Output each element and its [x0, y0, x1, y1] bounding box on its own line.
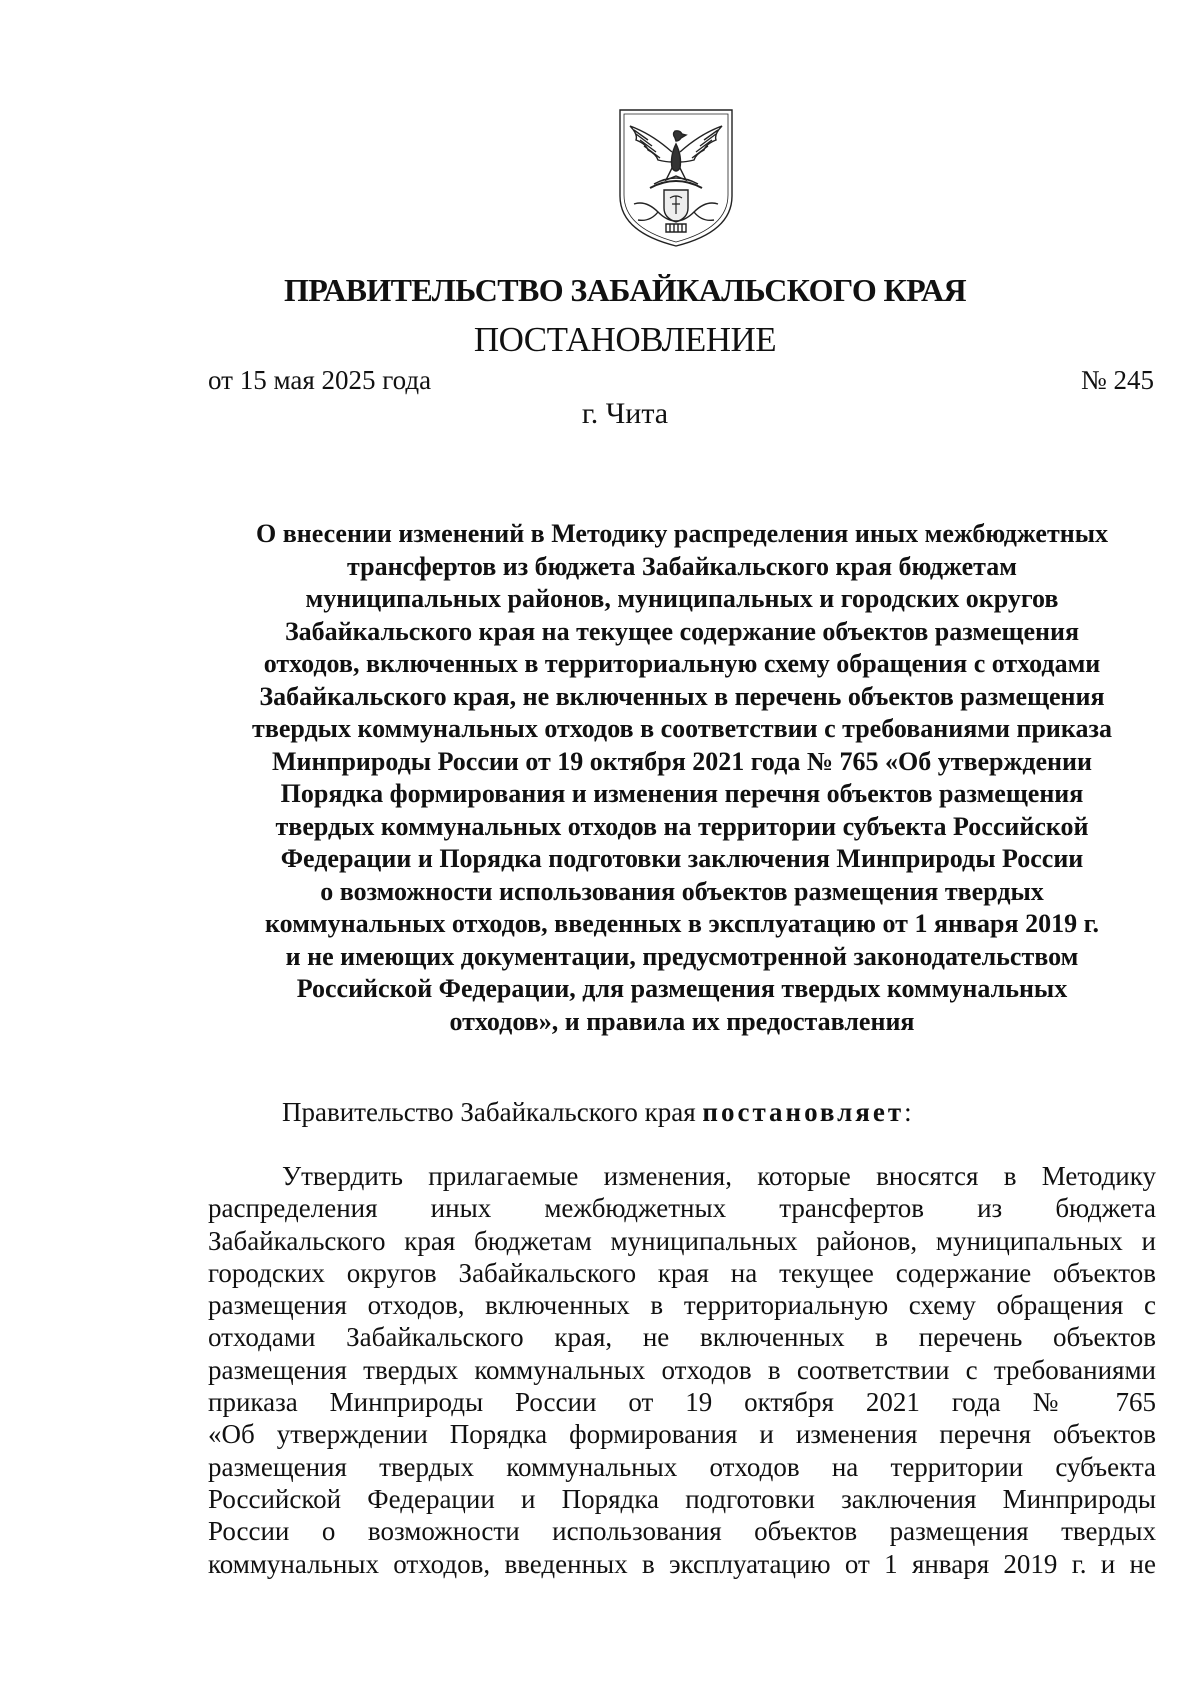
body-line: Утвердить прилагаемые изменения, которые вносятся в Методику: [282, 1161, 1156, 1191]
subject-line: Федерации и Порядка подготовки заключения Минприроды России: [280, 844, 1084, 873]
government-title: ПРАВИТЕЛЬСТВО ЗАБАЙКАЛЬСКОГО КРАЯ: [283, 272, 967, 308]
subject-line: муниципальных районов, муниципальных и городских округов: [305, 584, 1059, 613]
subject-line: Российской Федерации, для размещения твердых коммунальных: [296, 974, 1068, 1003]
body-line: России о возможности использования объектов размещения твердых: [208, 1516, 1156, 1547]
body-line: приказа Минприроды России от 19 октября 2021 года № 765: [208, 1387, 1156, 1418]
body-line: Забайкальского края бюджетам муниципальных районов, муниципальных и: [208, 1225, 1156, 1256]
body-line: Российской Федерации и Порядка подготовки заключения Минприроды: [208, 1483, 1156, 1514]
subject-line: О внесении изменений в Методику распределения иных межбюджетных: [255, 519, 1109, 548]
document-city: г. Чита: [581, 397, 669, 430]
body-line: «Об утверждении Порядка формирования и изменения перечня объектов: [208, 1419, 1156, 1450]
subject-line: и не имеющих документации, предусмотренной законодательством: [285, 941, 1079, 971]
document-number: № 245: [1080, 365, 1154, 395]
body-line: размещения отходов, включенных в территориальную схему обращения с: [208, 1290, 1156, 1321]
body-paragraph: [208, 1160, 1156, 1580]
document-date: от 15 мая 2025 года: [208, 365, 432, 395]
subject-line: Минприроды России от 19 октября 2021 года № 765 «Об утверждении: [271, 746, 1092, 776]
body-line: распределения иных межбюджетных трансфертов из бюджета: [208, 1193, 1156, 1224]
subject-line: твердых коммунальных отходов на территории субъекта Российской: [275, 811, 1089, 841]
body-line: размещения твердых коммунальных отходов на территории субъекта: [208, 1451, 1156, 1482]
preamble-verb: постановляет: [702, 1097, 905, 1127]
body-line: отходами Забайкальского края, не включенных в перечень объектов: [208, 1322, 1156, 1353]
body-line: городских округов Забайкальского края на текущее содержание объектов: [208, 1257, 1156, 1288]
subject-line: трансфертов из бюджета Забайкальского края бюджетам: [347, 551, 1017, 581]
preamble-lead: Правительство Забайкальского края: [282, 1097, 703, 1127]
subject-line: Забайкальского края, не включенных в перечень объектов размещения: [259, 681, 1105, 711]
subject-line: отходов, включенных в территориальную схему обращения с отходами: [263, 649, 1101, 678]
subject-line: твердых коммунальных отходов в соответствии с требованиями приказа: [252, 714, 1112, 743]
body-line: размещения твердых коммунальных отходов в соответствии с требованиями: [208, 1354, 1156, 1385]
subject-line: Забайкальского края на текущее содержание объектов размещения: [284, 616, 1080, 646]
coat-of-arms-icon: [612, 104, 740, 250]
body-line: коммунальных отходов, введенных в эксплуатацию от 1 января 2019 г. и не: [208, 1548, 1156, 1579]
subject-line: отходов», и правила их предоставления: [449, 1006, 915, 1036]
document-subject: [208, 518, 1156, 1038]
preamble-tail: :: [904, 1097, 912, 1127]
document-type: ПОСТАНОВЛЕНИЕ: [473, 320, 777, 359]
subject-line: коммунальных отходов, введенных в эксплуатацию от 1 января 2019 г.: [265, 909, 1099, 938]
subject-line: о возможности использования объектов размещения твердых: [320, 876, 1044, 906]
preamble: [282, 1096, 912, 1128]
subject-line: Порядка формирования и изменения перечня объектов размещения: [280, 779, 1084, 808]
